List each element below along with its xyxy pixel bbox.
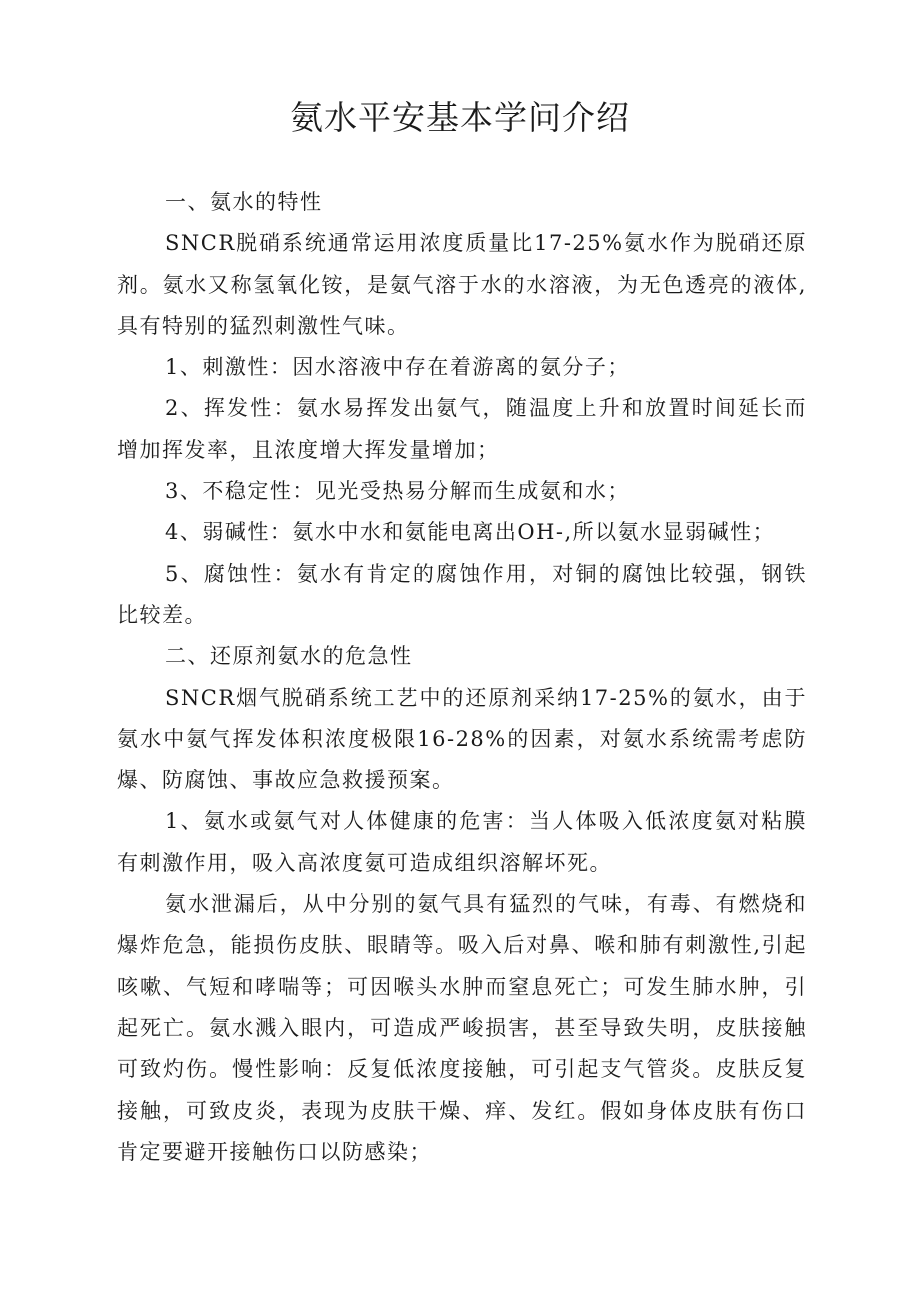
list-item: 4、弱碱性：氨水中水和氨能电离出OH-,所以氨水显弱碱性； bbox=[165, 520, 776, 545]
paragraph: SNCR烟气脱硝系统工艺中的还原剂采纳17-25%的氨水，由于氨水中氨气挥发体积浓度极限16-28%的因素，对氨水系统需考虑防爆、防腐蚀、事故应急救援预案。 bbox=[117, 685, 807, 793]
paragraph: SNCR脱硝系统通常运用浓度质量比17-25%氨水作为脱硝还原剂。氨水又称氢氧化铵，是氨气溶于水的水溶液，为无色透亮的液体,具有特别的猛烈刺激性气味。 bbox=[117, 231, 807, 338]
list-item: 1、刺激性：因水溶液中存在着游离的氨分子； bbox=[165, 355, 630, 380]
list-item: 3、不稳定性：见光受热易分解而生成氨和水； bbox=[165, 479, 630, 504]
document-body bbox=[117, 182, 807, 1173]
section-heading-properties: 一、氨水的特性 bbox=[165, 190, 323, 214]
section-heading-hazards: 二、还原剂氨水的危急性 bbox=[165, 644, 413, 669]
paragraph: 氨水泄漏后，从中分别的氨气具有猛烈的气味，有毒、有燃烧和爆炸危急，能损伤皮肤、眼睛等。吸入后对鼻、喉和肺有刺激性,引起咳嗽、气短和哮喘等；可因喉头水肿而窒息死亡；可发生肺水肿，引起死亡。氨水溅入眼内，可造成严峻损害，甚至导致失明，皮肤接触可致灼伤。慢性影响：反复低浓度接触，可引起支气管炎。皮肤反复接触，可致皮炎，表现为皮肤干燥、痒、发红。假如身体皮肤有伤口肯定要避开接触伤口以防感染； bbox=[117, 892, 807, 1164]
document-title: 氨水平安基本学问介绍 bbox=[290, 98, 630, 137]
list-item: 1、氨水或氨气对人体健康的危害：当人体吸入低浓度氨对粘膜有刺激作用，吸入高浓度氨可造成组织溶解坏死。 bbox=[117, 809, 807, 875]
list-item: 5、腐蚀性：氨水有肯定的腐蚀作用，对铜的腐蚀比较强，钢铁比较差。 bbox=[117, 561, 807, 627]
list-item: 2、挥发性：氨水易挥发出氨气，随温度上升和放置时间延长而增加挥发率，且浓度增大挥发量增加； bbox=[117, 396, 807, 462]
